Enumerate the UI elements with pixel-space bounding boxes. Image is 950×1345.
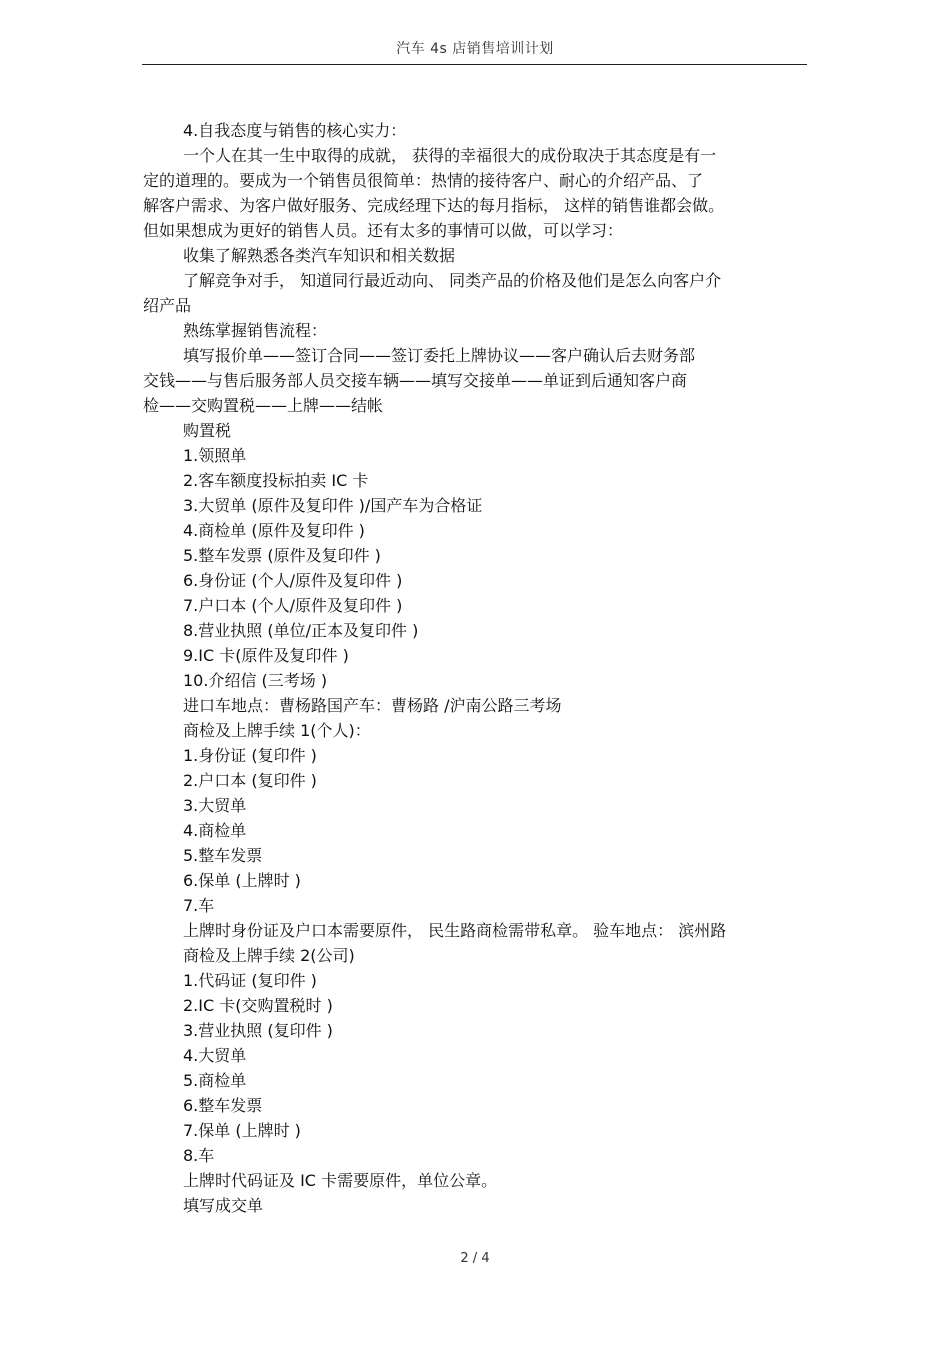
text-line: 2.户口本 (复印件 ) [183, 771, 317, 790]
text-line: 2.IC 卡(交购置税时 ) [183, 996, 333, 1015]
text-line: 5.商检单 [183, 1071, 247, 1090]
text-line: 填写成交单 [183, 1196, 264, 1215]
header-divider [142, 64, 807, 65]
text-line: 了解竞争对手， 知道同行最近动向、 同类产品的价格及他们是怎么向客户介 [183, 271, 722, 290]
text-line: 检——交购置税——上牌——结帐 [143, 396, 384, 415]
text-line: 6.身份证 (个人/原件及复印件 ) [183, 571, 403, 590]
text-line: 5.整车发票 (原件及复印件 ) [183, 546, 381, 565]
text-line: 10.介绍信 (三考场 ) [183, 671, 328, 690]
text-line: 1.领照单 [183, 446, 247, 465]
text-line: 交钱——与售后服务部人员交接车辆——填写交接单——单证到后通知客户商 [143, 371, 688, 390]
text-line: 4.大贸单 [183, 1046, 247, 1065]
text-line: 但如果想成为更好的销售人员。还有太多的事情可以做，可以学习： [143, 221, 624, 240]
text-line: 1.身份证 (复印件 ) [183, 746, 317, 765]
text-line: 收集了解熟悉各类汽车知识和相关数据 [183, 246, 456, 265]
text-line: 3.大贸单 [183, 796, 247, 815]
text-line: 购置税 [183, 421, 232, 440]
text-line: 8.车 [183, 1146, 215, 1165]
text-line: 6.整车发票 [183, 1096, 263, 1115]
text-line: 8.营业执照 (单位/正本及复印件 ) [183, 621, 419, 640]
text-line: 上牌时代码证及 IC 卡需要原件，单位公章。 [183, 1171, 498, 1190]
document-body [143, 118, 808, 1218]
text-line: 4.自我态度与销售的核心实力： [183, 121, 407, 140]
text-line: 4.商检单 [183, 821, 247, 840]
text-line: 5.整车发票 [183, 846, 263, 865]
text-line: 解客户需求、为客户做好服务、完成经理下达的每月指标， 这样的销售谁都会做。 [143, 196, 725, 215]
page-header-title: 汽车 4s 店销售培训计划 [396, 41, 554, 57]
text-line: 2.客车额度投标拍卖 IC 卡 [183, 471, 369, 490]
text-line: 上牌时身份证及户口本需要原件， 民生路商检需带私章。 验车地点： 滨州路 [183, 921, 727, 940]
text-line: 熟练掌握销售流程： [183, 321, 328, 340]
text-line: 一个人在其一生中取得的成就， 获得的幸福很大的成份取决于其态度是有一 [183, 146, 717, 165]
text-line: 7.保单 (上牌时 ) [183, 1121, 301, 1140]
text-line: 3.营业执照 (复印件 ) [183, 1021, 333, 1040]
text-line: 3.大贸单 (原件及复印件 )/国产车为合格证 [183, 496, 483, 515]
text-line: 9.IC 卡(原件及复印件 ) [183, 646, 349, 665]
text-line: 定的道理的。要成为一个销售员很简单：热情的接待客户、耐心的介绍产品、了 [143, 171, 704, 190]
page-number: 2 / 4 [460, 1251, 490, 1266]
text-line: 商检及上牌手续 2(公司) [183, 946, 355, 965]
text-line: 7.户口本 (个人/原件及复印件 ) [183, 596, 403, 615]
text-line: 7.车 [183, 896, 215, 915]
text-line: 1.代码证 (复印件 ) [183, 971, 317, 990]
text-line: 商检及上牌手续 1(个人)： [183, 721, 371, 740]
text-line: 6.保单 (上牌时 ) [183, 871, 301, 890]
text-line: 绍产品 [143, 296, 192, 315]
text-line: 进口车地点：曹杨路国产车：曹杨路 /沪南公路三考场 [183, 696, 562, 715]
text-line: 4.商检单 (原件及复印件 ) [183, 521, 365, 540]
text-line: 填写报价单——签订合同——签订委托上牌协议——客户确认后去财务部 [183, 346, 696, 365]
